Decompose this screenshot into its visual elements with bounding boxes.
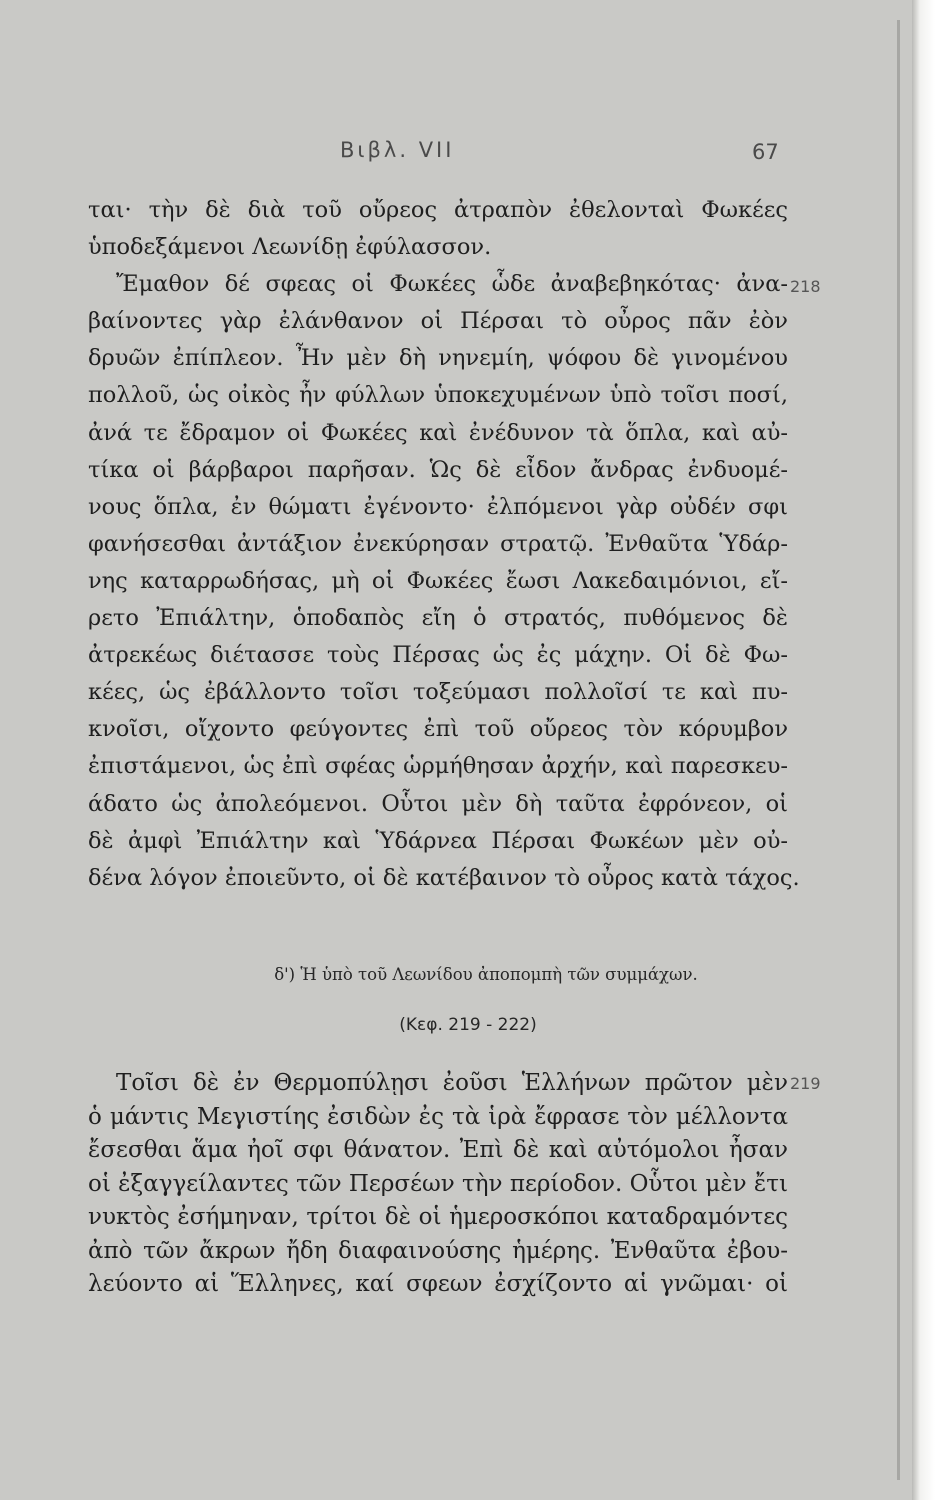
text-block-main	[88, 192, 800, 897]
text-line: Ἔμαθον δέ σφεας οἱ Φωκέες ὧδε ἀναβεβηκότας· ἀνα-	[116, 271, 788, 298]
text-line: ἀνά τε ἔδραμον οἱ Φωκέες καὶ ἐνέδυνον τὰ ὅπλα, καὶ αὐ-	[88, 419, 788, 446]
margin-chapter-number: 218	[790, 277, 821, 296]
text-line: ρετο Ἐπιάλτην, ὁποδαπὸς εἴη ὁ στρατός, πυθόμενος δὲ	[88, 605, 788, 632]
page-header	[0, 138, 912, 178]
text-line: ἀτρεκέως διέτασσε τοὺς Πέρσας ὡς ἐς μάχην. Οἱ δὲ Φω-	[88, 642, 788, 669]
text-line: βαίνοντες γὰρ ἐλάνθανον οἱ Πέρσαι τὸ οὖρος πᾶν ἐὸν	[88, 308, 788, 335]
text-line: πολλοῦ, ὡς οἰκὸς ἦν φύλλων ὑποκεχυμένων ὑπὸ τοῖσι ποσί,	[88, 382, 788, 409]
text-line: ἐπιστάμενοι, ὡς ἐπὶ σφέας ὡρμήθησαν ἀρχήν, καὶ παρεσκευ-	[88, 753, 788, 780]
text-line: νυκτὸς ἐσήμηναν, τρίτοι δὲ οἱ ἡμεροσκόποι καταδραμόντες	[88, 1204, 788, 1230]
text-line: δένα λόγον ἐποιεῦντο, οἱ δὲ κατέβαινον τὸ οὖρος κατὰ τάχος.	[88, 864, 800, 891]
text-line: ται· τὴν δὲ διὰ τοῦ οὔρεος ἀτραπὸν ἐθελονταὶ Φωκέες	[88, 197, 788, 223]
text-line: δὲ ἀμφὶ Ἐπιάλτην καὶ Ὑδάρνεα Πέρσαι Φωκέων μὲν οὐ-	[88, 827, 788, 854]
text-line: νους ὅπλα, ἐν θώματι ἐγένοντο· ἐλπόμενοι γὰρ οὐδέν σφι	[88, 493, 788, 520]
text-line: φανήσεσθαι ἀντάξιον ἐνεκύρησαν στρατῷ. Ἐνθαῦτα Ὑδάρ-	[88, 530, 788, 557]
text-line: λεύοντο αἱ Ἕλληνες, καί σφεων ἐσχίζοντο αἱ γνῶμαι· οἱ	[88, 1271, 788, 1297]
section-title: δ') Ἡ ὑπὸ τοῦ Λεωνίδου ἀποπομπὴ τῶν συμμάχων.	[274, 965, 698, 984]
text-line: τίκα οἱ βάρβαροι παρῆσαν. Ὡς δὲ εἶδον ἄνδρας ἐνδυομέ-	[88, 456, 788, 483]
section-chapter-range: (Κεφ. 219 - 222)	[399, 1015, 537, 1035]
text-line: ἔσεσθαι ἅμα ἠοῖ σφι θάνατον. Ἐπὶ δὲ καὶ αὐτόμολοι ἦσαν	[88, 1137, 788, 1163]
text-line: οἱ ἐξαγγείλαντες τῶν Περσέων τὴν περίοδον. Οὗτοι μὲν ἔτι	[88, 1170, 788, 1197]
text-line: Τοῖσι δὲ ἐν Θερμοπύλῃσι ἐοῦσι Ἑλλήνων πρῶτον μὲν	[116, 1070, 788, 1096]
text-line: νης καταρρωδήσας, μὴ οἱ Φωκέες ἔωσι Λακεδαιμόνιοι, εἴ-	[88, 567, 788, 594]
page-number: 67	[752, 140, 779, 164]
page-fold-shadow	[897, 20, 900, 1480]
text-block-section	[88, 1067, 788, 1302]
page-edge	[912, 0, 935, 1500]
text-line: κέες, ὡς ἐβάλλοντο τοῖσι τοξεύμασι πολλοῖσί τε καὶ πυ-	[88, 679, 788, 706]
margin-chapter-number: 219	[790, 1074, 821, 1093]
text-line: δρυῶν ἐπίπλεον. Ἦν μὲν δὴ νηνεμίη, ψόφου δὲ γινομένου	[88, 345, 788, 372]
text-line: άδατο ὡς ἀπολεόμενοι. Οὗτοι μὲν δὴ ταῦτα ἐφρόνεον, οἱ	[88, 790, 788, 817]
text-line: ὁ μάντις Μεγιστίης ἐσιδὼν ἐς τὰ ἱρὰ ἔφρασε τὸν μέλλοντα	[88, 1103, 788, 1130]
text-line: ἀπὸ τῶν ἄκρων ἤδη διαφαινούσης ἡμέρης. Ἐνθαῦτα ἐβου-	[88, 1237, 788, 1264]
text-line: κνοῖσι, οἴχοντο φεύγοντες ἐπὶ τοῦ οὔρεος τὸν κόρυμβον	[88, 716, 788, 743]
text-line: ὑποδεξάμενοι Λεωνίδῃ ἐφύλασσον.	[88, 234, 492, 261]
running-title: Βιβλ. VII	[340, 138, 455, 162]
